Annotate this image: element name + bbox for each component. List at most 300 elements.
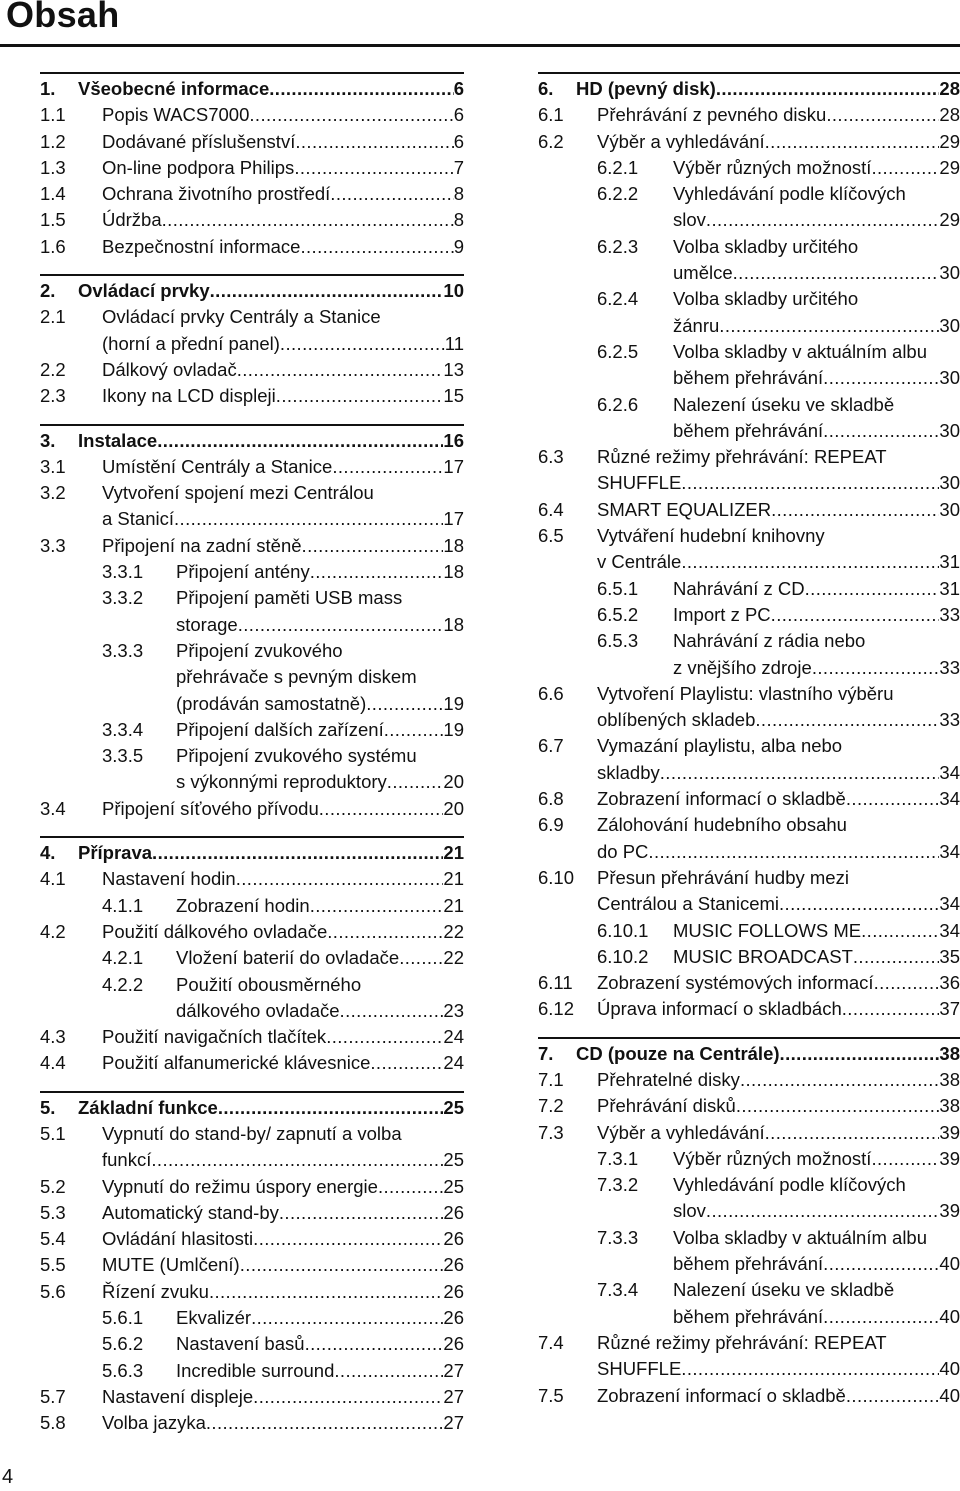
toc-entry[interactable] [538, 181, 960, 234]
toc-page-number: 40 [939, 1253, 960, 1275]
toc-page-number: 20 [443, 797, 464, 819]
toc-entry-number: 5.3 [40, 1201, 66, 1223]
toc-entry[interactable] [538, 523, 960, 576]
toc-entry[interactable] [538, 1093, 960, 1119]
dot-leader [332, 454, 443, 480]
toc-entry-number: 5.1 [40, 1122, 66, 1144]
toc-entry-number: 4.3 [40, 1026, 66, 1048]
toc-entry[interactable] [538, 812, 960, 865]
toc-entry[interactable] [40, 972, 464, 1025]
toc-entry[interactable] [40, 743, 464, 796]
toc-page-number: 18 [443, 561, 464, 583]
toc-entry-number: 7.3 [538, 1121, 564, 1143]
toc-page-number: 38 [939, 1068, 960, 1090]
toc-entry[interactable] [40, 638, 464, 717]
toc-entry[interactable] [538, 129, 960, 155]
dot-leader [771, 497, 939, 523]
dot-leader [319, 796, 444, 822]
toc-page-number: 18 [443, 613, 464, 635]
toc-entry-number: 6.5.2 [597, 603, 639, 625]
dot-leader [648, 839, 939, 865]
toc-entry[interactable] [538, 286, 960, 339]
toc-entry-title-line: Zálohování hudebního obsahu [597, 814, 847, 836]
toc-entry-number: 7.3.1 [597, 1147, 639, 1169]
toc-entry-title-line: HD (pevný disk) [576, 78, 716, 99]
toc-entry-number: 3.3.1 [102, 561, 144, 583]
toc-entry-number: 6.10.2 [597, 945, 649, 967]
toc-entry[interactable] [40, 945, 464, 971]
toc-entry[interactable] [40, 1024, 464, 1050]
toc-right-column [538, 72, 960, 1423]
toc-page-number: 6 [453, 104, 464, 126]
dot-leader [366, 691, 443, 717]
toc-entry-title-line: Řízení zvuku [102, 1280, 209, 1302]
toc-entry-number: 7.3.3 [597, 1226, 639, 1248]
toc-entry-title-line: Vyhledávání podle klíčových [673, 183, 906, 205]
toc-entry-number: 6.11 [538, 972, 573, 994]
toc-entry-number: 6.10.1 [597, 919, 649, 941]
toc-entry-title-line: Zobrazení systémových informací [597, 972, 874, 994]
toc-entry[interactable] [538, 602, 960, 628]
toc-entry-title-line: slov [673, 209, 706, 231]
toc-entry[interactable] [40, 454, 464, 480]
toc-entry-title-line: Volba skladby určitého [673, 288, 859, 310]
toc-entry-number: 3.3.2 [102, 587, 144, 609]
toc-entry[interactable] [40, 1050, 464, 1076]
toc-page-number: 26 [443, 1228, 464, 1250]
dot-leader [681, 470, 939, 496]
toc-entry-title-line: přehrávače s pevným diskem [176, 666, 417, 688]
toc-entry-title-line: Úprava informací o skladbách [597, 998, 842, 1020]
toc-entry[interactable] [538, 102, 960, 128]
toc-entry-title-line: Umístění Centrály a Stanice [102, 455, 333, 477]
dot-leader [340, 998, 444, 1024]
toc-entry-title-line: Připojení paměti USB mass [176, 587, 403, 609]
toc-entry[interactable] [40, 919, 464, 945]
toc-entry[interactable] [538, 865, 960, 918]
dot-leader [805, 576, 940, 602]
toc-entry[interactable] [538, 1277, 960, 1330]
toc-entry-number: 7.1 [538, 1068, 564, 1090]
toc-entry-title-line: Přesun přehrávání hudby mezi [597, 866, 849, 888]
toc-chapter-entry[interactable] [40, 1095, 464, 1121]
toc-entry-number: 7.3.4 [597, 1279, 639, 1301]
toc-entry[interactable] [538, 681, 960, 734]
toc-entry[interactable] [538, 444, 960, 497]
toc-entry-number: 1.3 [40, 156, 66, 178]
dot-leader [174, 506, 443, 532]
toc-page-number: 30 [939, 314, 960, 336]
toc-entry[interactable] [40, 1358, 464, 1384]
toc-page-number: 18 [443, 534, 464, 556]
toc-page-number: 22 [443, 920, 464, 942]
dot-leader [327, 919, 443, 945]
toc-entry[interactable] [40, 796, 464, 822]
toc-page-number: 40 [939, 1384, 960, 1406]
toc-entry-title-line: Volba skladby určitého [673, 235, 859, 257]
dot-leader [269, 76, 453, 102]
toc-entry-number: 1.6 [40, 235, 66, 257]
toc-entry-title-line: Přehrávání disků [597, 1095, 736, 1117]
toc-entry-title-line: Použití dálkového ovladače [102, 920, 328, 942]
dot-leader [326, 1024, 443, 1050]
toc-entry-title-line: a Stanicí [102, 508, 174, 530]
toc-page-number: 31 [939, 577, 960, 599]
toc-entry-title-line: Nahrávání z rádia nebo [673, 630, 866, 652]
toc-entry-title-line: Dodávané příslušenství [102, 130, 296, 152]
toc-page-number: 30 [939, 472, 960, 494]
toc-entry-title-line: SHUFFLE [597, 472, 682, 494]
toc-page-number: 17 [443, 455, 464, 477]
toc-entry-number: 6.1 [538, 104, 564, 126]
toc-entry-title-line: Vypnutí do stand-by/ zapnutí a volba [102, 1122, 402, 1144]
toc-page-number: 35 [939, 945, 960, 967]
toc-chapter-entry[interactable] [40, 840, 464, 866]
toc-entry[interactable] [538, 576, 960, 602]
dot-leader [719, 313, 939, 339]
toc-entry-number: 5.6.2 [102, 1333, 144, 1355]
toc-page-number: 34 [939, 788, 960, 810]
toc-entry-title-line: Dálkový ovladač [102, 358, 237, 380]
toc-entry[interactable] [538, 944, 960, 970]
toc-entry[interactable] [40, 559, 464, 585]
toc-entry[interactable] [40, 1252, 464, 1278]
toc-entry-title-line: Ochrana životního prostředí [102, 183, 331, 205]
toc-entry[interactable] [538, 786, 960, 812]
toc-entry[interactable] [538, 234, 960, 287]
toc-page-number: 7 [453, 156, 464, 178]
toc-entry-title-line: během přehrávání [673, 367, 824, 389]
dot-leader [238, 612, 444, 638]
toc-entry-title-line: Popis WACS7000 [102, 104, 250, 126]
toc-page-number: 11 [444, 332, 464, 354]
toc-entry-title-line: Incredible surround [176, 1359, 335, 1381]
toc-chapter-entry[interactable] [538, 76, 960, 102]
toc-page-number: 9 [453, 235, 464, 257]
toc-entry-number: 6.3 [538, 446, 564, 468]
toc-entry-number: 5.5 [40, 1254, 66, 1276]
toc-entry[interactable] [538, 733, 960, 786]
dot-leader [823, 1304, 939, 1330]
toc-entry-number: 3.1 [40, 455, 66, 477]
dot-leader [387, 769, 444, 795]
toc-entry-number: 6.10 [538, 866, 575, 888]
toc-entry-number: 6.2 [538, 130, 564, 152]
toc-section [40, 836, 464, 1077]
dot-leader [706, 1198, 940, 1224]
toc-entry[interactable] [40, 181, 464, 207]
toc-entry-title-line: Vytvoření Playlistu: vlastního výběru [597, 682, 894, 704]
toc-entry-title-line: Příprava [78, 842, 153, 864]
toc-entry-title-line: Ovládací prvky Centrály a Stanice [102, 306, 381, 328]
toc-page-number: 36 [939, 972, 960, 994]
toc-entry-number: 6.2.3 [597, 235, 639, 257]
toc-page-number: 17 [443, 508, 464, 530]
dot-leader [370, 1050, 443, 1076]
toc-entry-number: 7.2 [538, 1095, 564, 1117]
toc-entry-title-line: Připojení síťového přívodu [102, 797, 319, 819]
toc-entry-number: 6.5 [538, 525, 564, 547]
toc-entry[interactable] [40, 717, 464, 743]
toc-page-number: 31 [939, 551, 960, 573]
toc-page-number: 19 [443, 718, 464, 740]
toc-entry-title-line: Vložení baterií do ovladače [176, 947, 400, 969]
toc-entry-title-line: Import z PC [673, 603, 771, 625]
toc-page-number: 22 [443, 947, 464, 969]
dot-leader [157, 428, 443, 454]
toc-entry-number: 6.5.1 [597, 577, 639, 599]
toc-entry[interactable] [538, 1172, 960, 1225]
toc-entry-number: 6.4 [538, 498, 564, 520]
toc-entry-title-line: Všeobecné informace [78, 78, 270, 99]
toc-page-number: 20 [443, 771, 464, 793]
toc-page-number: 21 [443, 894, 464, 916]
toc-entry-title-line: v Centrále [597, 551, 682, 573]
toc-entry[interactable] [538, 1067, 960, 1093]
toc-entry[interactable] [40, 383, 464, 409]
toc-entry-number: 5.6.3 [102, 1359, 144, 1381]
toc-entry-title-line: Vytváření hudební knihovny [597, 525, 825, 547]
toc-entry[interactable] [40, 1121, 464, 1174]
dot-leader [736, 1093, 940, 1119]
toc-page-number: 34 [939, 893, 960, 915]
dot-leader [310, 893, 444, 919]
dot-leader [384, 717, 444, 743]
toc-page-number: 26 [443, 1201, 464, 1223]
toc-entry[interactable] [538, 155, 960, 181]
toc-entry-title-line: Vytvoření spojení mezi Centrálou [102, 482, 374, 504]
toc-section [538, 72, 960, 1023]
toc-entry-number: 6.6 [538, 682, 564, 704]
dot-leader [152, 840, 443, 866]
toc-entry-title-line: Ovládací prvky [78, 280, 210, 302]
toc-entry[interactable] [40, 1279, 464, 1305]
toc-entry-title-line: Nastavení basů [176, 1333, 305, 1355]
dot-leader [210, 278, 444, 304]
toc-entry-title-line: Připojení dalších zařízení [176, 718, 384, 740]
toc-entry[interactable] [538, 918, 960, 944]
toc-entry[interactable] [40, 207, 464, 233]
toc-entry[interactable] [40, 866, 464, 892]
toc-entry[interactable] [40, 129, 464, 155]
toc-entry-number: 6. [538, 78, 554, 99]
dot-leader [399, 945, 443, 971]
toc-entry-title-line: s výkonnými reproduktory [176, 771, 387, 793]
toc-entry-title-line: Přehratelné disky [597, 1068, 740, 1090]
dot-leader [305, 1331, 444, 1357]
toc-page-number: 16 [443, 429, 464, 451]
toc-entry[interactable] [538, 970, 960, 996]
toc-entry[interactable] [40, 1384, 464, 1410]
toc-entry[interactable] [40, 357, 464, 383]
toc-entry[interactable] [40, 585, 464, 638]
toc-entry-number: 4.4 [40, 1052, 66, 1074]
toc-entry[interactable] [538, 497, 960, 523]
toc-page-number: 34 [939, 761, 960, 783]
toc-page-number: 39 [939, 1147, 960, 1169]
toc-entry[interactable] [40, 1331, 464, 1357]
toc-chapter-entry[interactable] [40, 428, 464, 454]
toc-page-number: 38 [939, 1042, 960, 1064]
toc-entry[interactable] [40, 304, 464, 357]
toc-entry-title-line: Připojení zvukového [176, 639, 343, 661]
dot-leader [681, 549, 939, 575]
toc-entry-title-line: Centrálou a Stanicemi [597, 893, 780, 915]
toc-entry[interactable] [538, 339, 960, 392]
toc-entry-number: 3.3.5 [102, 745, 144, 767]
toc-entry[interactable] [538, 1120, 960, 1146]
toc-entry-number: 1. [40, 78, 56, 99]
toc-page-number: 26 [443, 1280, 464, 1302]
toc-entry-number: 5.2 [40, 1175, 66, 1197]
dot-leader [871, 155, 939, 181]
toc-page-number: 24 [443, 1052, 464, 1074]
toc-entry[interactable] [538, 996, 960, 1022]
toc-page-number: 30 [939, 419, 960, 441]
toc-entry-title-line: Vymazání playlistu, alba nebo [597, 735, 843, 757]
dot-leader [871, 1146, 939, 1172]
toc-entry-number: 6.8 [538, 788, 564, 810]
toc-entry-title-line: Výběr různých možností [673, 1147, 872, 1169]
toc-entry-title-line: Připojení zvukového systému [176, 745, 417, 767]
toc-entry[interactable] [40, 1174, 464, 1200]
toc-entry-number: 2.3 [40, 385, 66, 407]
toc-entry-title-line: z vnějšího zdroje [673, 656, 812, 678]
toc-left-column [40, 72, 464, 1451]
dot-leader [823, 418, 939, 444]
toc-entry-title-line: Přehrávání z pevného disku [597, 104, 827, 126]
toc-entry-title-line: do PC [597, 840, 649, 862]
dot-leader [162, 207, 454, 233]
toc-page-number: 13 [443, 358, 464, 380]
toc-entry[interactable] [538, 392, 960, 445]
toc-entry-title-line: během přehrávání [673, 1253, 824, 1275]
dot-leader [755, 707, 939, 733]
dot-leader [218, 1095, 444, 1121]
toc-page-number: 21 [443, 842, 464, 864]
toc-page-number: 8 [453, 183, 464, 205]
toc-page-number: 29 [939, 156, 960, 178]
toc-entry-number: 4.1.1 [102, 894, 144, 916]
toc-entry-title-line: Připojení antény [176, 561, 310, 583]
toc-page-number: 28 [939, 78, 960, 99]
toc-chapter-entry[interactable] [538, 1041, 960, 1067]
toc-page-number: 30 [939, 262, 960, 284]
toc-entry-title-line: během přehrávání [673, 419, 824, 441]
toc-entry-number: 6.2.4 [597, 288, 639, 310]
toc-page-number: 29 [939, 130, 960, 152]
toc-entry[interactable] [40, 155, 464, 181]
toc-entry-number: 4.2 [40, 920, 66, 942]
toc-entry[interactable] [40, 1305, 464, 1331]
toc-entry-title-line: Výběr a vyhledávání [597, 130, 765, 152]
toc-entry[interactable] [538, 1330, 960, 1383]
dot-leader [771, 602, 940, 628]
toc-page-number: 26 [443, 1254, 464, 1276]
dot-leader [681, 1356, 939, 1382]
toc-entry[interactable] [40, 1410, 464, 1436]
toc-entry-number: 3.2 [40, 482, 66, 504]
dot-leader [846, 786, 940, 812]
toc-entry-number: 5.4 [40, 1228, 66, 1250]
dot-leader [206, 1410, 444, 1436]
toc-page-number: 39 [939, 1121, 960, 1143]
toc-entry-title-line: Bezpečnostní informace [102, 235, 301, 257]
toc-entry-title-line: skladby [597, 761, 660, 783]
toc-page-number: 25 [443, 1175, 464, 1197]
toc-entry-number: 4. [40, 842, 56, 864]
page-number: 4 [2, 1466, 14, 1488]
toc-entry-title-line: Volba skladby v aktuálním albu [673, 340, 928, 362]
toc-entry[interactable] [40, 1200, 464, 1226]
dot-leader [780, 1041, 940, 1067]
toc-entry-title-line: Údržba [102, 209, 162, 231]
toc-entry-number: 7.4 [538, 1331, 564, 1353]
toc-entry-title-line: během přehrávání [673, 1305, 824, 1327]
toc-entry[interactable] [40, 1226, 464, 1252]
toc-entry-number: 1.1 [40, 104, 66, 126]
toc-entry-number: 4.2.2 [102, 973, 144, 995]
toc-entry-number: 3.3 [40, 534, 66, 556]
dot-leader [823, 1251, 939, 1277]
toc-chapter-entry[interactable] [40, 76, 464, 102]
toc-entry-title-line: Vypnutí do režimu úspory energie [102, 1175, 378, 1197]
dot-leader [334, 1358, 443, 1384]
toc-page-number: 26 [443, 1307, 464, 1329]
toc-entry-title-line: Vyhledávání podle klíčových [673, 1174, 906, 1196]
toc-page-number: 25 [443, 1149, 464, 1171]
toc-page-number: 21 [443, 868, 464, 890]
dot-leader [823, 365, 939, 391]
toc-entry[interactable] [40, 102, 464, 128]
dot-leader [310, 559, 444, 585]
toc-entry[interactable] [40, 234, 464, 260]
toc-entry-number: 5.8 [40, 1412, 66, 1434]
toc-page-number: 29 [939, 209, 960, 231]
dot-leader [846, 1383, 940, 1409]
toc-chapter-entry[interactable] [40, 278, 464, 304]
toc-entry[interactable] [538, 628, 960, 681]
toc-entry-title-line: Zobrazení informací o skladbě [597, 1384, 846, 1406]
toc-page-number: 6 [453, 130, 464, 152]
dot-leader [251, 1305, 443, 1331]
toc-entry-title-line: Připojení na zadní stěně [102, 534, 302, 556]
toc-entry-number: 2.1 [40, 306, 66, 328]
toc-entry[interactable] [40, 480, 464, 533]
toc-page-number: 34 [939, 840, 960, 862]
toc-entry[interactable] [538, 1225, 960, 1278]
toc-entry[interactable] [538, 1146, 960, 1172]
toc-entry-title-line: CD (pouze na Centrále) [576, 1042, 780, 1064]
toc-section [40, 1091, 464, 1437]
dot-leader [330, 181, 453, 207]
toc-entry[interactable] [40, 533, 464, 559]
dot-leader [874, 970, 940, 996]
dot-leader [842, 996, 940, 1022]
dot-leader [378, 1174, 443, 1200]
toc-section [40, 72, 464, 260]
dot-leader [249, 102, 453, 128]
toc-entry-title-line: Použití navigačních tlačítek [102, 1026, 327, 1048]
toc-entry[interactable] [40, 893, 464, 919]
dot-leader [660, 760, 940, 786]
toc-entry-title-line: Ikony na LCD displeji [102, 385, 276, 407]
toc-entry-number: 3. [40, 429, 56, 451]
toc-page-number: 33 [939, 656, 960, 678]
toc-entry-title-line: Nastavení displeje [102, 1385, 254, 1407]
dot-leader [237, 357, 444, 383]
toc-entry[interactable] [538, 1383, 960, 1409]
